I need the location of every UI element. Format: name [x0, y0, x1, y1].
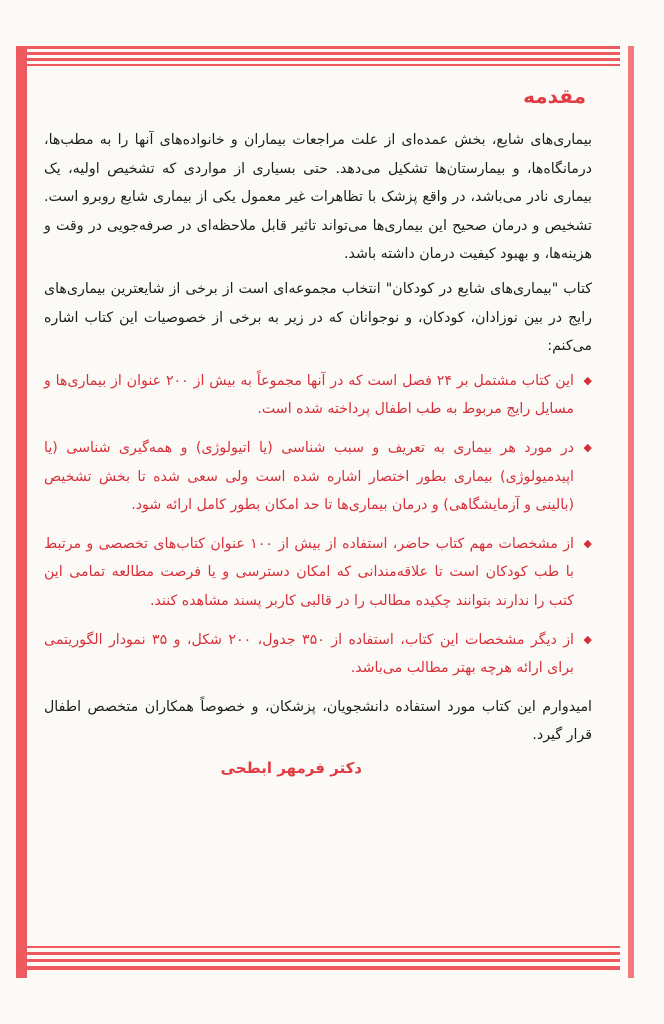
- list-item-text: در مورد هر بیماری به تعریف و سبب شناسی (یا اتیولوژی) و همه‌گیری شناسی (یا اپیدمیولوژی) بیماری بطور اختصار اشاره شده است ولی سعی شده تا بخش تشخیص (بالینی و آزمایشگاهی) و درمان بیماری‌ها تا حد امکان بطور کامل ارائه شود.: [44, 439, 574, 514]
- right-border: [628, 46, 634, 978]
- diamond-bullet-icon: ◆: [583, 536, 592, 550]
- list-item-text: از مشخصات مهم کتاب حاضر، استفاده از بیش از ۱۰۰ عنوان کتاب‌های تخصصی و مرتبط با طب کودکان است تا علاقه‌مندانی که امکان دسترسی و یا فرصت مطالعه تمامی این کتب را ندارند بتوانند چکیده مطالب را در قالبی کاربر پسند مشاهده کنند.: [44, 535, 574, 609]
- bottom-rule: [16, 946, 620, 976]
- diamond-bullet-icon: ◆: [583, 632, 592, 646]
- author-signature: دکتر فرمهر ابطحی: [220, 758, 362, 777]
- list-item: [44, 530, 592, 616]
- list-item-text: از دیگر مشخصات این کتاب، استفاده از ۳۵۰ جدول، ۲۰۰ شکل، و ۳۵ نمودار الگوریتمی برای ارائه هرچه بهتر مطالب می‌باشد.: [44, 631, 574, 677]
- list-item: [44, 626, 592, 683]
- features-list: [44, 367, 592, 683]
- diamond-bullet-icon: ◆: [583, 440, 592, 454]
- page-title: مقدمه: [523, 84, 586, 108]
- closing-paragraph: امیدوارم این کتاب مورد استفاده دانشجویان، پزشکان، و خصوصاً همکاران متخصص اطفال قرار گیرد.: [44, 698, 592, 744]
- list-item: [44, 367, 592, 424]
- list-item: [44, 434, 592, 520]
- diamond-bullet-icon: ◆: [583, 373, 592, 387]
- book-description-paragraph: کتاب "بیماری‌های شایع در کودکان" انتخاب مجموعه‌ای است از برخی از شایعترین بیماری‌های رایج در بین نوزادان، کودکان، و نوجوانان که در زیر به برخی از خصوصیات این کتاب اشاره می‌کنم:: [44, 280, 592, 355]
- intro-paragraph: بیماری‌های شایع، بخش عمده‌ای از علت مراجعات بیماران و خانواده‌های آنها را به مطب‌ها، درمانگاه‌ها، و بیمارستان‌ها تشکیل می‌دهد. حتی بسیاری از مواردی که تشخیص اولیه، یک بیماری نادر می‌باشد، در واقع پزشک با تظاهرات غیر معمول یکی از بیماری شایع روبرو است. تشخیص و درمان صحیح این بیماری‌ها می‌تواند تاثیر قابل ملاحظه‌ای در صرفه‌جویی در وقت و هزینه‌ها، و بهبود کیفیت درمان داشته باشد.: [44, 132, 592, 263]
- top-rule: [16, 46, 620, 78]
- left-border: [16, 46, 27, 978]
- list-item-text: این کتاب مشتمل بر ۲۴ فصل است که در آنها مجموعاً به بیش از ۲۰۰ عنوان از بیماری‌ها و مسایل رایج مربوط به طب اطفال پرداخته شده است.: [44, 372, 574, 418]
- page-content: [44, 82, 592, 780]
